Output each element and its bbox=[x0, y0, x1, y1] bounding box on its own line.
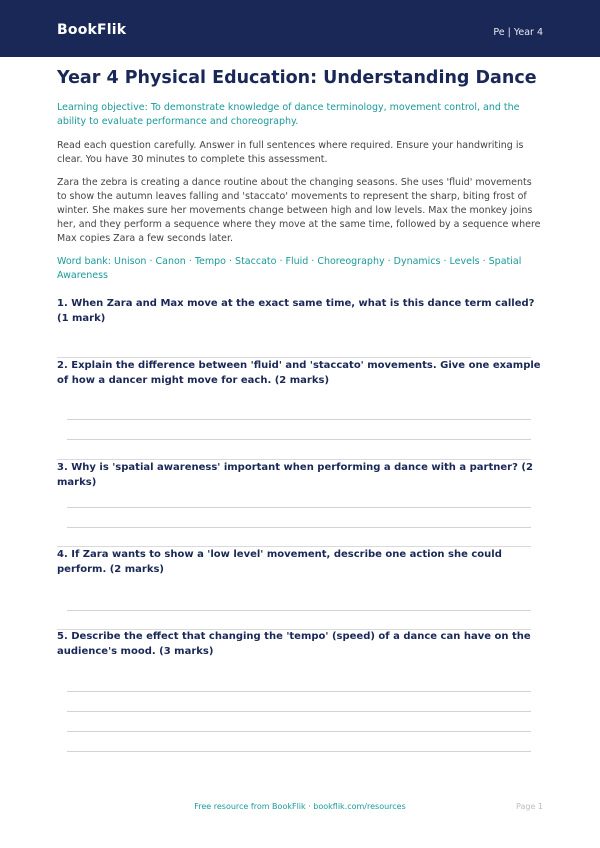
question-2: 2. Explain the difference between 'fluid' and 'staccato' movements. Give one example of how a dancer might move for each. (2 marks) bbox=[57, 360, 541, 386]
subject-year-label: Pe | Year 4 bbox=[493, 27, 543, 38]
worksheet-intro bbox=[57, 64, 543, 283]
answer-line[interactable] bbox=[67, 711, 531, 712]
scenario-text: Zara the zebra is creating a dance routine about the changing seasons. She uses 'fluid' movements to show the autumn leaves falling and 'staccato' movements to represent the sharp, biting frost of winter. She makes sure her movements change between high and low levels. Max the monkey joins her, and they perform a sequence where they move at the same time, followed by a sequence where Max copies Zara a few seconds later. bbox=[57, 177, 541, 244]
learning-objective: Learning objective: To demonstrate knowledge of dance terminology, movement control, and the ability to evaluate performance and choreography. bbox=[57, 102, 520, 127]
word-bank: Word bank: Unison · Canon · Tempo · Staccato · Fluid · Choreography · Dynamics · Levels · Spatial Awareness bbox=[57, 256, 522, 281]
page-title: Year 4 Physical Education: Understanding Dance bbox=[57, 68, 537, 88]
footer-credit[interactable]: Free resource from BookFlik · bookflik.com/resources bbox=[194, 802, 406, 811]
answer-line[interactable] bbox=[67, 527, 531, 528]
instructions-text: Read each question carefully. Answer in full sentences where required. Ensure your handwriting is clear. You have 30 minutes to complete this assessment. bbox=[57, 140, 524, 165]
brand-logo: BookFlik bbox=[57, 22, 127, 38]
page-header bbox=[0, 0, 600, 57]
answer-line[interactable] bbox=[67, 439, 531, 440]
answer-line[interactable] bbox=[67, 419, 531, 420]
question-5: 5. Describe the effect that changing the 'tempo' (speed) of a dance can have on the audience's mood. (3 marks) bbox=[57, 631, 531, 657]
answer-line[interactable] bbox=[67, 751, 531, 752]
question-1: 1. When Zara and Max move at the exact same time, what is this dance term called? (1 mark) bbox=[57, 298, 535, 324]
answer-line[interactable] bbox=[67, 691, 531, 692]
page-number: Page 1 bbox=[516, 802, 543, 811]
answer-line[interactable] bbox=[67, 507, 531, 508]
answer-line[interactable] bbox=[67, 731, 531, 732]
question-3: 3. Why is 'spatial awareness' important when performing a dance with a partner? (2 marks) bbox=[57, 462, 533, 488]
answer-line[interactable] bbox=[67, 610, 531, 611]
question-4: 4. If Zara wants to show a 'low level' movement, describe one action she could perform. (2 marks) bbox=[57, 549, 502, 575]
